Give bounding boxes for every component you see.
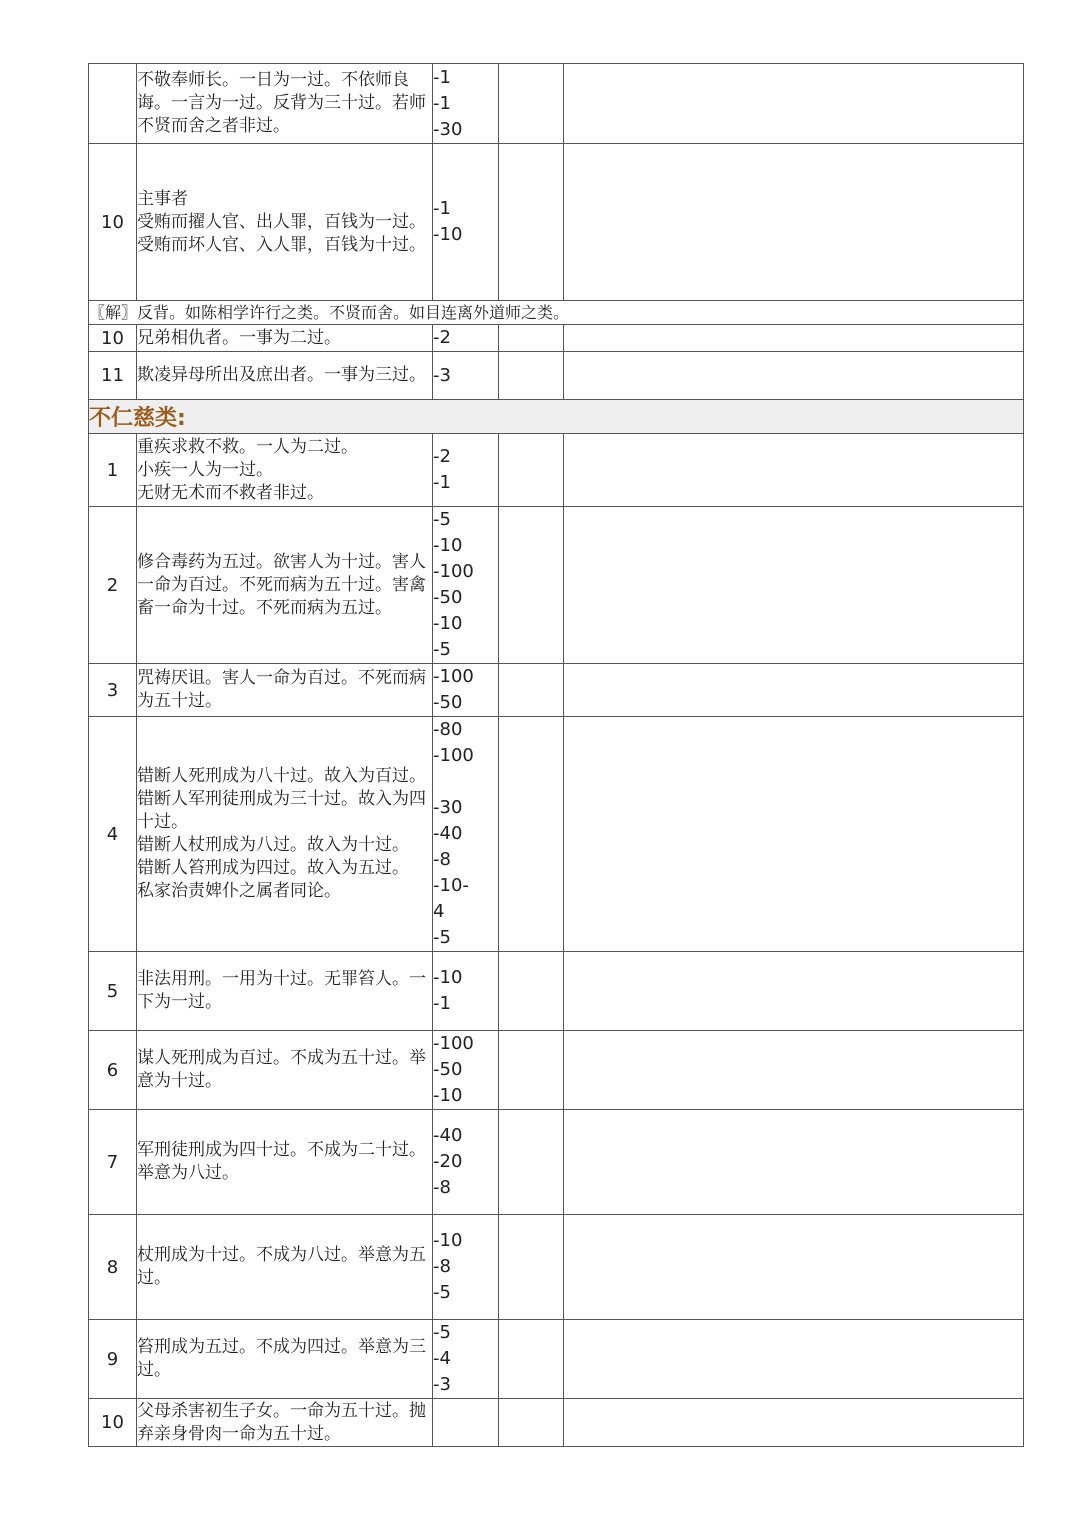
item-text: 无财无术而不救者非过。 xyxy=(137,482,324,503)
section-heading: 不仁慈类: xyxy=(89,400,1024,434)
item-description xyxy=(137,952,433,1031)
score-cell xyxy=(433,507,499,664)
blank-cell xyxy=(564,952,1024,1031)
blank-cell xyxy=(499,1399,564,1447)
blank-cell xyxy=(564,507,1024,664)
score-value: -5 xyxy=(433,927,451,948)
blank-cell xyxy=(499,352,564,400)
table-row xyxy=(89,1110,1024,1215)
score-value: -1 xyxy=(433,472,451,493)
score-value: -10 xyxy=(433,224,463,245)
score-cell xyxy=(433,952,499,1031)
item-number: 10 xyxy=(89,144,137,301)
item-text: 受贿而坏人官、入人罪，百钱为十过。 xyxy=(137,234,426,255)
score-value: -100 xyxy=(433,561,474,582)
item-text: 杖刑成为十过。不成为八过。举意为五过。 xyxy=(137,1245,426,1288)
blank-cell xyxy=(499,664,564,717)
score-value: -50 xyxy=(433,692,463,713)
item-description xyxy=(137,507,433,664)
table-row xyxy=(89,301,1024,325)
blank-cell xyxy=(564,434,1024,507)
score-cell xyxy=(433,1110,499,1215)
table-row xyxy=(89,717,1024,952)
score-value: -10 xyxy=(433,613,463,634)
item-text: 军刑徒刑成为四十过。不成为二十过。举意为八过。 xyxy=(137,1140,426,1183)
blank-cell xyxy=(564,144,1024,301)
score-value: -80 xyxy=(433,719,463,740)
score-value: -10 xyxy=(433,1085,463,1106)
item-text: 错断人笞刑成为四过。故入为五过。 xyxy=(137,858,409,878)
blank-cell xyxy=(564,1320,1024,1399)
item-description xyxy=(137,1215,433,1320)
score-value: -10 xyxy=(433,967,463,988)
item-text: 兄弟相仇者。一事为二过。 xyxy=(137,327,341,348)
table-row xyxy=(89,434,1024,507)
item-number: 8 xyxy=(89,1215,137,1320)
item-number xyxy=(89,64,137,144)
score-value: -10 xyxy=(433,535,463,556)
score-value: -100 xyxy=(433,745,474,766)
blank-cell xyxy=(564,352,1024,400)
item-description xyxy=(137,352,433,400)
item-text: 错断人杖刑成为八过。故入为十过。 xyxy=(137,835,409,855)
score-value: -3 xyxy=(433,1374,451,1395)
score-value: -30 xyxy=(433,118,463,140)
item-description xyxy=(137,325,433,352)
item-text: 不敬奉师长。一日为一过。不依师良诲。一言为一过。反背为三十过。若师不贤而舍之者非过。 xyxy=(137,70,426,136)
item-number: 7 xyxy=(89,1110,137,1215)
score-value: 4 xyxy=(433,901,445,922)
score-value: -40 xyxy=(433,1125,463,1146)
item-description xyxy=(137,1320,433,1399)
merit-demerit-table xyxy=(88,63,1024,1447)
blank-cell xyxy=(564,717,1024,952)
score-value: -8 xyxy=(433,1256,451,1277)
item-number: 2 xyxy=(89,507,137,664)
item-text: 错断人军刑徒刑成为三十过。故入为四十过。 xyxy=(137,789,426,832)
table-row xyxy=(89,325,1024,352)
table-row xyxy=(89,144,1024,301)
score-value: -1 xyxy=(433,993,451,1014)
score-cell xyxy=(433,1215,499,1320)
score-value: -3 xyxy=(433,364,451,386)
item-description xyxy=(137,64,433,144)
table-row xyxy=(89,952,1024,1031)
table-row xyxy=(89,64,1024,144)
item-text: 谋人死刑成为百过。不成为五十过。举意为十过。 xyxy=(137,1048,426,1091)
item-text: 父母杀害初生子女。一命为五十过。抛弃亲身骨肉一命为五十过。 xyxy=(137,1400,426,1444)
item-text: 修合毒药为五过。欲害人为十过。害人一命为百过。不死而病为五十过。害禽畜一命为十过。不死而病为五过。 xyxy=(137,551,426,618)
blank-cell xyxy=(499,434,564,507)
table-row xyxy=(89,1320,1024,1399)
blank-cell xyxy=(499,144,564,301)
item-description xyxy=(137,1110,433,1215)
score-cell xyxy=(433,1320,499,1399)
blank-cell xyxy=(499,1110,564,1215)
score-cell xyxy=(433,717,499,952)
score-cell xyxy=(433,64,499,144)
table-row xyxy=(89,664,1024,717)
score-value: -10 xyxy=(433,1230,463,1251)
item-text: 主事者 xyxy=(137,188,188,209)
table-row xyxy=(89,1215,1024,1320)
blank-cell xyxy=(499,325,564,352)
score-value: -40 xyxy=(433,823,463,844)
blank-cell xyxy=(499,1215,564,1320)
item-text: 错断人死刑成为八十过。故入为百过。 xyxy=(137,766,426,786)
commentary-note: 〖解〗反背。如陈相学许行之类。不贤而舍。如目连离外道师之类。 xyxy=(89,301,1024,325)
item-text: 咒祷厌诅。害人一命为百过。不死而病为五十过。 xyxy=(137,668,426,711)
score-value xyxy=(433,769,498,795)
item-description xyxy=(137,434,433,507)
score-value: -5 xyxy=(433,639,451,660)
table-row xyxy=(89,507,1024,664)
score-value: -1 xyxy=(433,92,451,114)
score-value: -5 xyxy=(433,1322,451,1343)
score-value: -30 xyxy=(433,797,463,818)
score-cell xyxy=(433,664,499,717)
score-cell xyxy=(433,352,499,400)
table-row xyxy=(89,1031,1024,1110)
table-row xyxy=(89,352,1024,400)
item-text: 受贿而擢人官、出人罪，百钱为一过。 xyxy=(137,211,426,232)
score-value: -5 xyxy=(433,1282,451,1303)
blank-cell xyxy=(564,64,1024,144)
score-value: -50 xyxy=(433,587,463,608)
blank-cell xyxy=(499,952,564,1031)
score-value: -4 xyxy=(433,1348,451,1369)
blank-cell xyxy=(564,325,1024,352)
item-text: 欺凌异母所出及庶出者。一事为三过。 xyxy=(137,365,426,385)
item-description xyxy=(137,144,433,301)
score-value: -100 xyxy=(433,666,474,687)
item-number: 3 xyxy=(89,664,137,717)
score-value: -20 xyxy=(433,1151,463,1172)
score-value: -100 xyxy=(433,1033,474,1054)
blank-cell xyxy=(499,1320,564,1399)
item-number: 4 xyxy=(89,717,137,952)
blank-cell xyxy=(564,1215,1024,1320)
item-description xyxy=(137,1031,433,1110)
score-cell xyxy=(433,144,499,301)
blank-cell xyxy=(499,717,564,952)
score-cell xyxy=(433,1031,499,1110)
item-text: 重疾求救不救。一人为二过。 xyxy=(137,436,358,457)
item-text: 笞刑成为五过。不成为四过。举意为三过。 xyxy=(137,1337,426,1380)
item-description xyxy=(137,717,433,952)
blank-cell xyxy=(564,1031,1024,1110)
score-cell xyxy=(433,434,499,507)
item-number: 10 xyxy=(89,1399,137,1447)
item-number: 10 xyxy=(89,325,137,352)
item-description xyxy=(137,1399,433,1447)
score-value: -1 xyxy=(433,66,451,88)
score-value: -8 xyxy=(433,1177,451,1198)
item-text: 小疾一人为一过。 xyxy=(137,459,273,480)
score-cell xyxy=(433,325,499,352)
score-value: -50 xyxy=(433,1059,463,1080)
score-cell xyxy=(433,1399,499,1447)
blank-cell xyxy=(499,507,564,664)
table-row xyxy=(89,400,1024,434)
blank-cell xyxy=(499,64,564,144)
score-value: -8 xyxy=(433,849,451,870)
score-value: -5 xyxy=(433,509,451,530)
item-number: 1 xyxy=(89,434,137,507)
blank-cell xyxy=(564,1110,1024,1215)
item-number: 9 xyxy=(89,1320,137,1399)
blank-cell xyxy=(564,1399,1024,1447)
blank-cell xyxy=(499,1031,564,1110)
score-value: -2 xyxy=(433,446,451,467)
item-number: 11 xyxy=(89,352,137,400)
table-row xyxy=(89,1399,1024,1447)
item-number: 6 xyxy=(89,1031,137,1110)
score-value: -10- xyxy=(433,875,469,896)
item-description xyxy=(137,664,433,717)
item-text: 非法用刑。一用为十过。无罪笞人。一下为一过。 xyxy=(137,969,426,1012)
score-value: -1 xyxy=(433,198,451,219)
blank-cell xyxy=(564,664,1024,717)
item-number: 5 xyxy=(89,952,137,1031)
item-text: 私家治责婢仆之属者同论。 xyxy=(137,881,341,901)
score-value: -2 xyxy=(433,327,451,348)
